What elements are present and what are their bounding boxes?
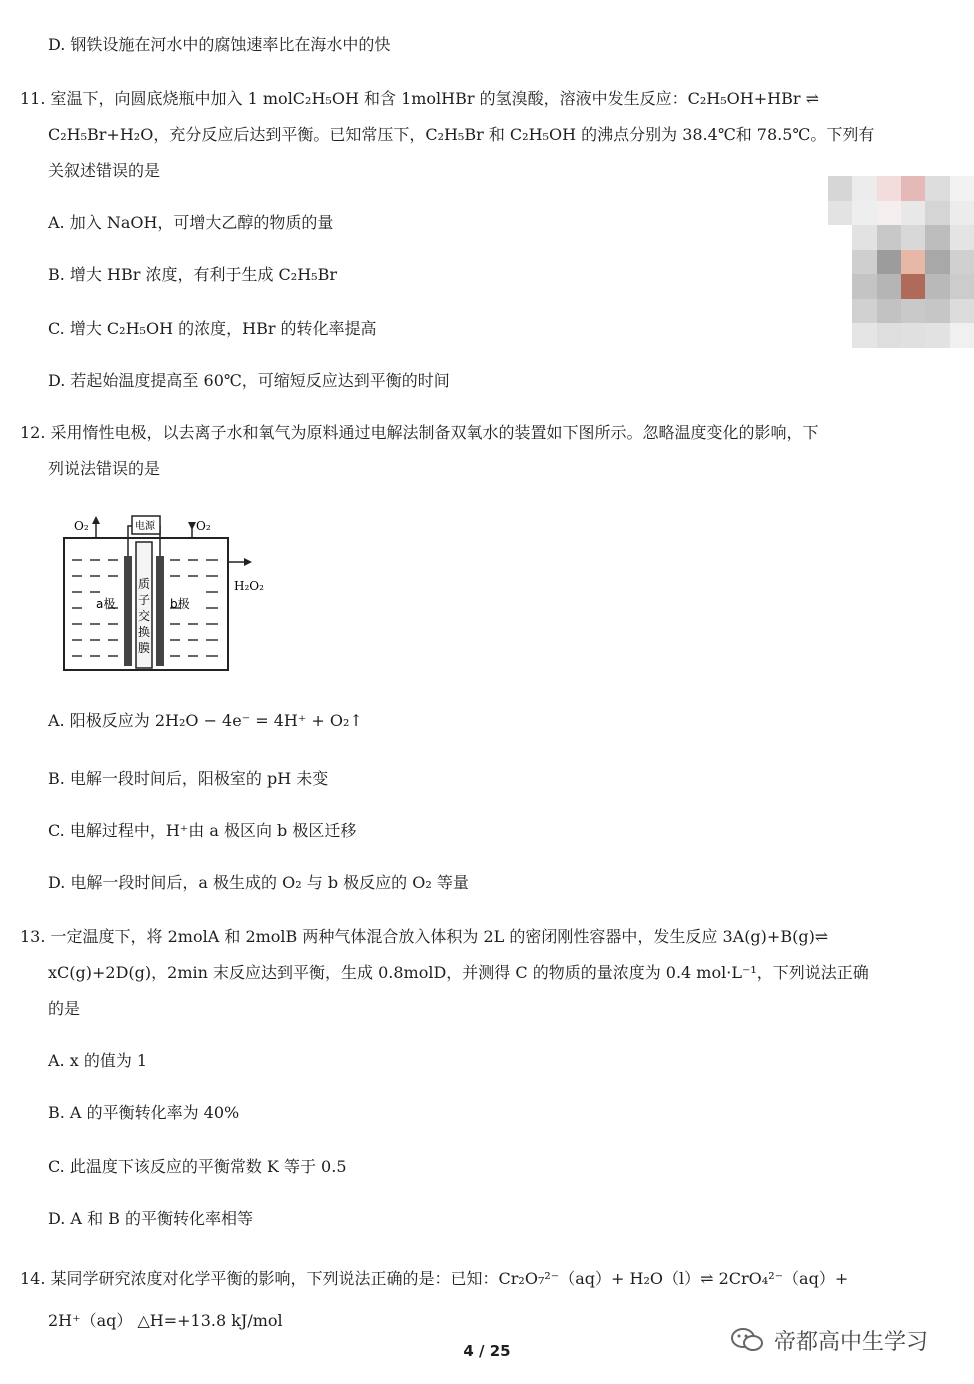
q11-stem-line2: C₂H₅Br+H₂O，充分反应后达到平衡。已知常压下，C₂H₅Br 和 C₂H₅OH 的沸点分别为 38.4℃和 78.5℃。下列有: [48, 125, 875, 144]
q12-option-b: B. 电解一段时间后，阳极室的 pH 未变: [48, 769, 329, 788]
membrane-char-5: 膜: [138, 641, 151, 655]
q12-option-c: C. 电解过程中，H⁺由 a 极区向 b 极区迁移: [48, 821, 357, 840]
q14-stem-line2: 2H⁺（aq） △H=+13.8 kJ/mol: [48, 1311, 283, 1330]
membrane-char-2: 子: [138, 593, 151, 607]
q13-option-d: D. A 和 B 的平衡转化率相等: [48, 1209, 254, 1228]
q13-stem-line2: xC(g)+2D(g)，2min 末反应达到平衡，生成 0.8molD，并测得 C 的物质的量浓度为 0.4 mol·L⁻¹，下列说法正确: [48, 963, 869, 982]
wechat-icon: [730, 1326, 764, 1354]
a-pole-label: a极: [96, 597, 116, 611]
q12-stem-line1: 12. 采用惰性电极，以去离子水和氧气为原料通过电解法制备双氧水的装置如下图所示。忽略温度变化的影响，下: [20, 423, 819, 442]
membrane-char-3: 交: [138, 609, 151, 623]
o2-left-label: O₂: [74, 519, 89, 533]
watermark: [730, 1322, 928, 1358]
pixelated-image: [828, 176, 974, 348]
q12-option-d: D. 电解一段时间后，a 极生成的 O₂ 与 b 极反应的 O₂ 等量: [48, 873, 469, 892]
q11-option-a: A. 加入 NaOH，可增大乙醇的物质的量: [48, 213, 334, 232]
q13-stem-line1: 13. 一定温度下，将 2molA 和 2molB 两种气体混合放入体积为 2L 的密闭刚性容器中，发生反应 3A(g)+B(g)⇌: [20, 927, 829, 946]
electrolysis-diagram: [58, 508, 278, 678]
q13-stem-line3: 的是: [48, 999, 81, 1018]
q12-option-a: A. 阳极反应为 2H₂O − 4e⁻ = 4H⁺ + O₂↑: [48, 711, 363, 730]
q11-option-b: B. 增大 HBr 浓度，有利于生成 C₂H₅Br: [48, 265, 337, 284]
q13-option-c: C. 此温度下该反应的平衡常数 K 等于 0.5: [48, 1157, 347, 1176]
membrane-char-1: 质: [138, 577, 151, 591]
q13-option-a: A. x 的值为 1: [48, 1051, 148, 1070]
power-label: 电源: [135, 521, 155, 532]
q11-option-c: C. 增大 C₂H₅OH 的浓度，HBr 的转化率提高: [48, 319, 377, 338]
q11-option-d: D. 若起始温度提高至 60℃，可缩短反应达到平衡的时间: [48, 371, 450, 390]
membrane-char-4: 换: [138, 625, 151, 639]
page-number: 4 / 25: [463, 1342, 511, 1360]
q11-stem-line3: 关叙述错误的是: [48, 161, 161, 180]
q12-stem-line2: 列说法错误的是: [48, 459, 161, 478]
o2-right-label: O₂: [196, 519, 211, 533]
b-pole-label: b极: [170, 597, 190, 611]
q13-option-b: B. A 的平衡转化率为 40%: [48, 1103, 240, 1122]
q11-stem-line1: 11. 室温下，向圆底烧瓶中加入 1 molC₂H₅OH 和含 1molHBr 的氢溴酸，溶液中发生反应：C₂H₅OH+HBr ⇌: [20, 89, 819, 108]
q14-stem-line1: 14. 某同学研究浓度对化学平衡的影响，下列说法正确的是：已知：Cr₂O₇²⁻（aq）+ H₂O（l）⇌ 2CrO₄²⁻（aq）+: [20, 1269, 849, 1288]
watermark-text: 帝都高中生学习: [774, 1329, 929, 1355]
q10-option-d: D. 钢铁设施在河水中的腐蚀速率比在海水中的快: [48, 35, 391, 54]
h2o2-label: H₂O₂: [234, 579, 264, 593]
